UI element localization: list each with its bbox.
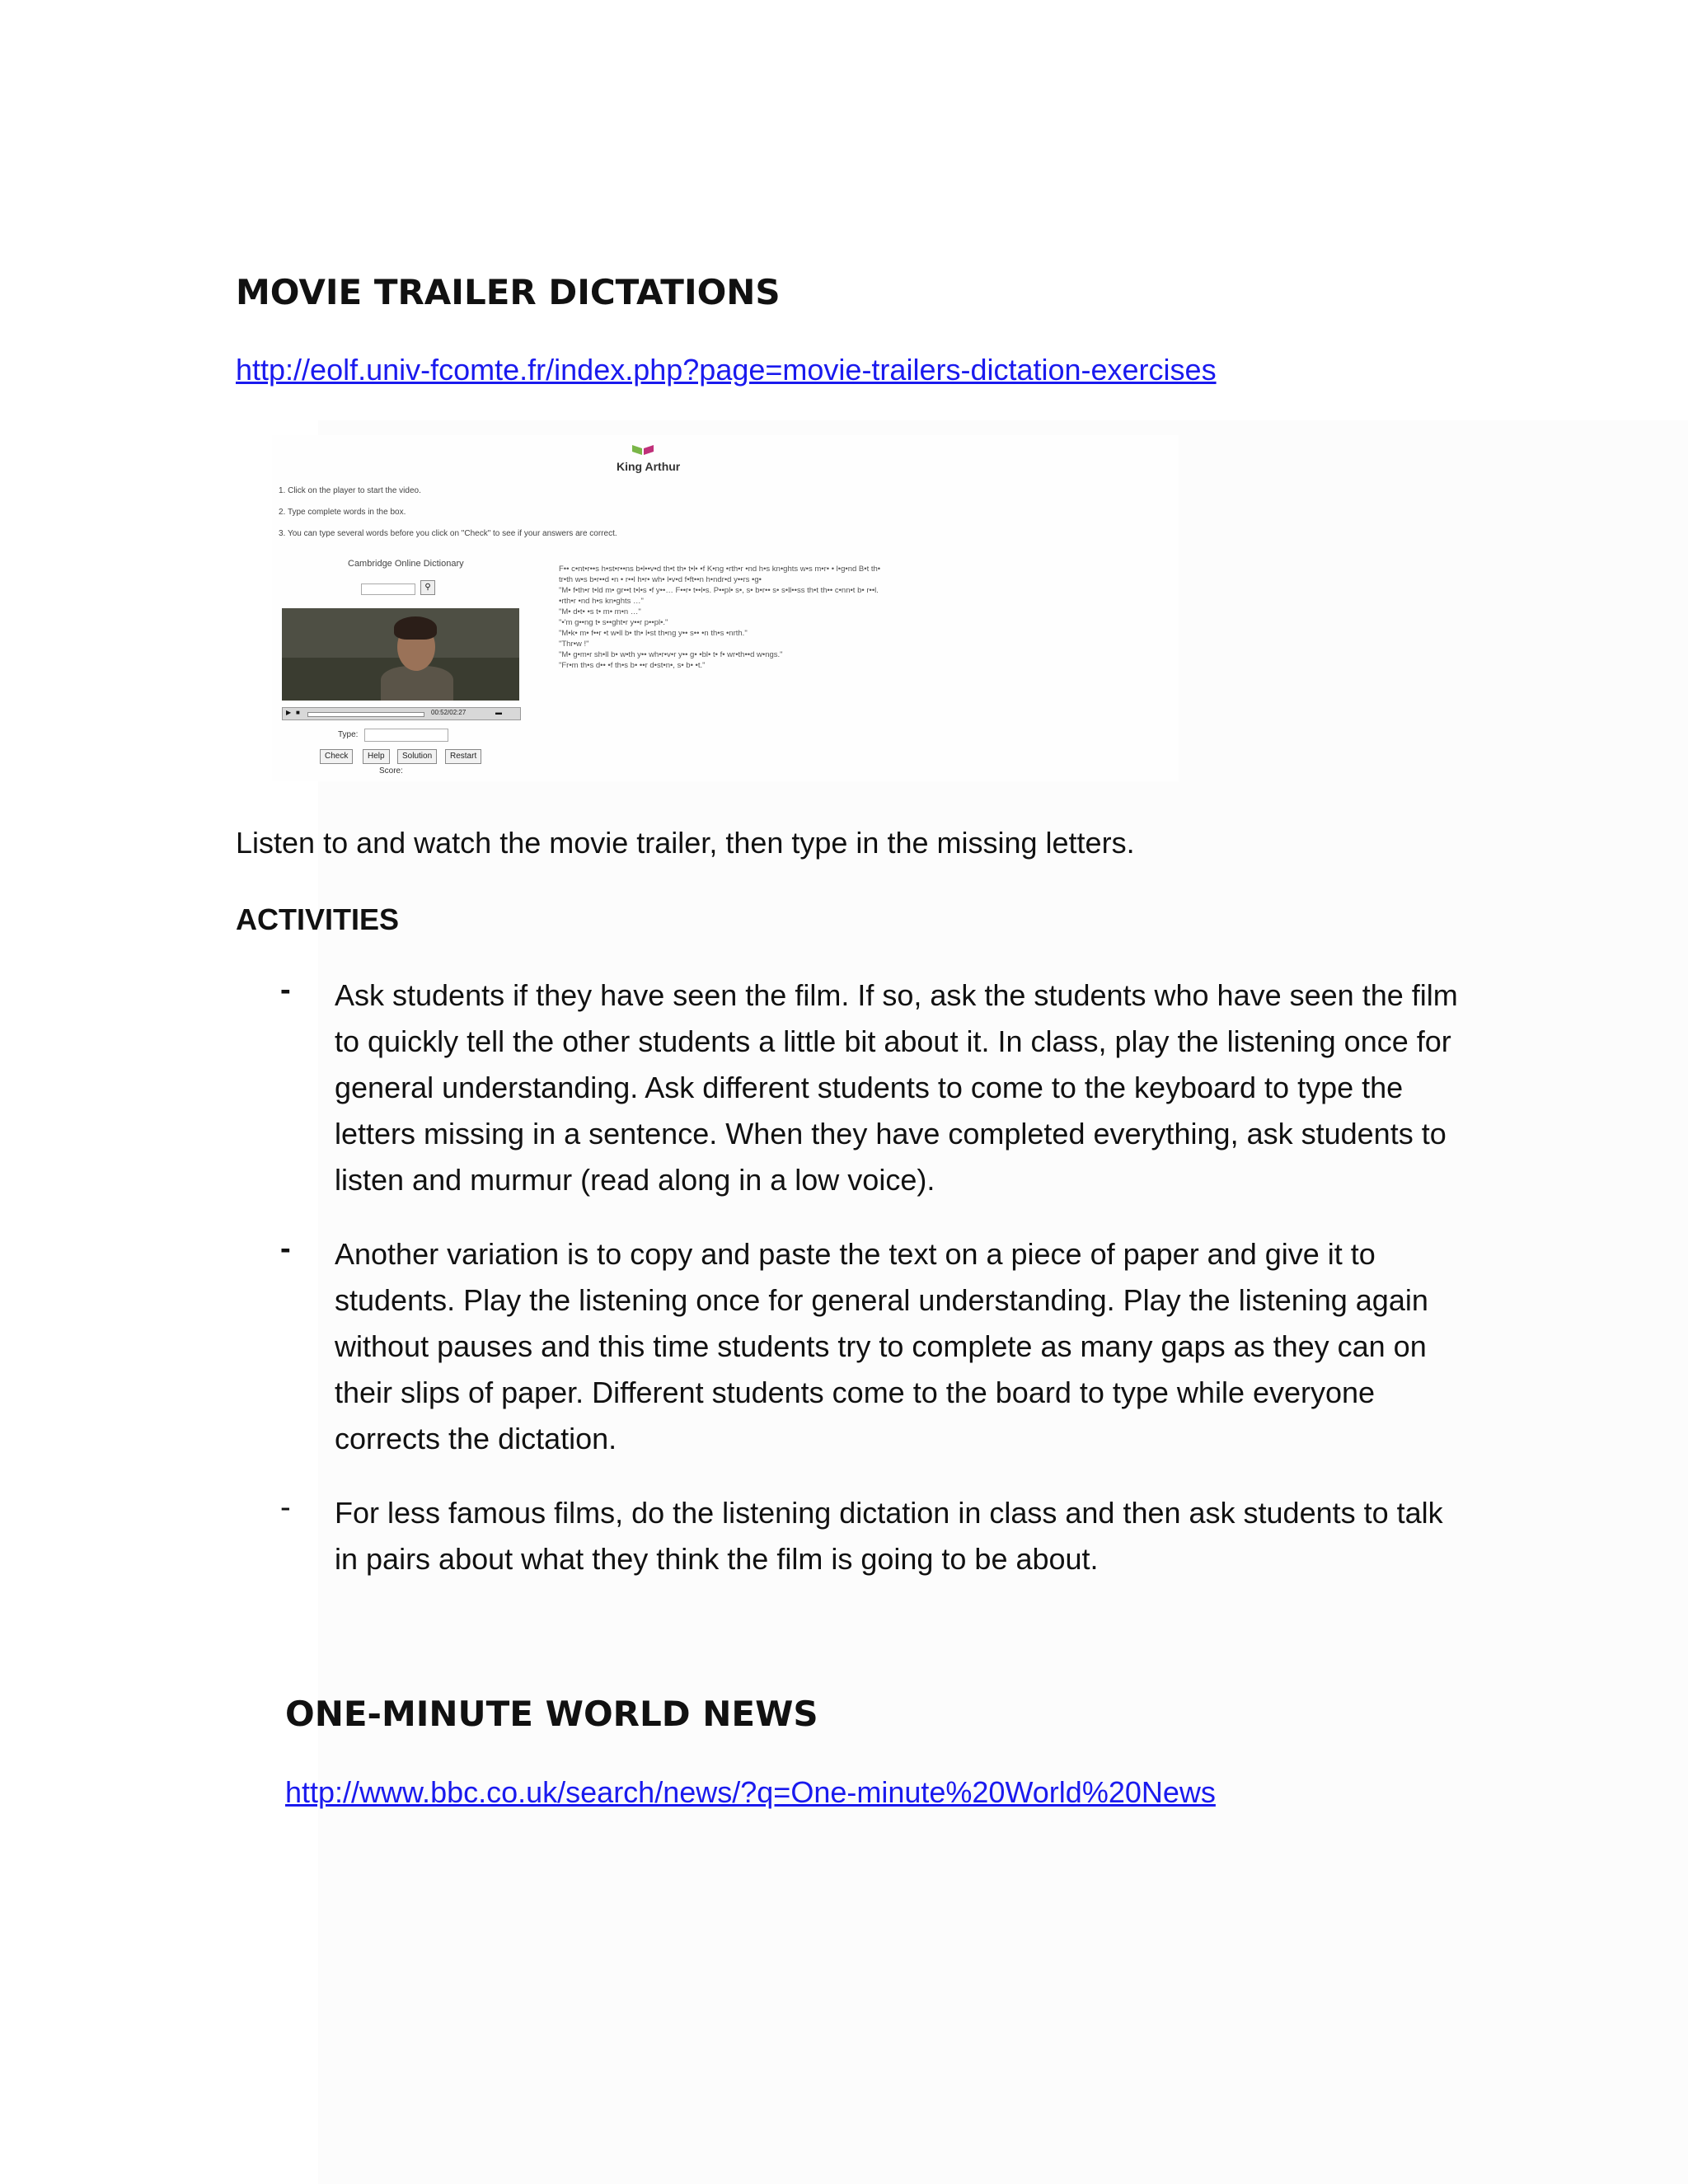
- video-player[interactable]: [282, 608, 519, 701]
- list-item: [280, 1231, 1467, 1462]
- play-icon[interactable]: ▶: [286, 709, 292, 716]
- list-item: [280, 1490, 1467, 1582]
- section-title: ONE-MINUTE WORLD NEWS: [285, 1694, 818, 1734]
- exercise-title: King Arthur: [617, 460, 681, 473]
- instruction-2: 2. Type complete words in the box.: [279, 508, 406, 517]
- bullet-dash: -: [280, 1490, 291, 1525]
- dictation-line: "Thr•w !": [559, 640, 589, 649]
- bbc-news-link[interactable]: http://www.bbc.co.uk/search/news/?q=One-minute%20World%20News: [285, 1775, 1216, 1809]
- dictation-line: tr•th w•s b•r••d •n • r••l h•r• wh• l•v•d f•ft••n h•ndr•d y••rs •g•: [559, 575, 762, 584]
- eolf-link[interactable]: http://eolf.univ-fcomte.fr/index.php?page=movie-trailers-dictation-exercises: [236, 353, 1217, 387]
- list-item-text: Ask students if they have seen the film. If so, ask the students who have seen the film to quickly tell the other students a little bit about it. In class, play the listening once for general understanding. Ask different students to come to the keyboard to type the letters missing in a sentence. When they have completed everything, ask students to listen and murmur (read along in a low voice).: [335, 978, 1458, 1197]
- book-logo-icon: [631, 443, 655, 455]
- dictionary-label: Cambridge Online Dictionary: [348, 559, 464, 569]
- type-label: Type:: [338, 730, 359, 739]
- dictionary-search-input[interactable]: [361, 583, 415, 595]
- page-title: MOVIE TRAILER DICTATIONS: [236, 272, 781, 312]
- dictation-line: "M• d•t• •s t• m• m•n …": [559, 607, 641, 616]
- score-label: Score:: [379, 766, 403, 776]
- video-progress-bar[interactable]: [307, 712, 424, 717]
- instruction-1: 1. Click on the player to start the video.: [279, 486, 421, 495]
- activities-list: [280, 972, 1467, 1610]
- restart-button[interactable]: Restart: [445, 749, 481, 764]
- dictation-line: "M• f•th•r t•ld m• gr••t t•l•s •f y••… F••r• t••l•s. P••pl• s•, s• b•r•• s• s•ll••ss th•t th•• c•nn•t b• r••l.: [559, 586, 879, 595]
- help-button[interactable]: Help: [363, 749, 390, 764]
- intro-paragraph: Listen to and watch the movie trailer, then type in the missing letters.: [236, 826, 1135, 860]
- instruction-3: 3. You can type several words before you click on "Check" to see if your answers are correct.: [279, 529, 617, 538]
- bullet-dash: -: [280, 1231, 291, 1266]
- video-figure-body: [381, 666, 453, 701]
- dictation-line: "M• g•m•r sh•ll b• w•th y•• wh•r•v•r y•• g• •bl• t• f• wr•th••d w•ngs.": [559, 650, 783, 659]
- movie-trailer-screenshot: [272, 435, 1179, 781]
- list-item-text: For less famous films, do the listening dictation in class and then ask students to talk in pairs about what they think the film is going to be about.: [335, 1496, 1443, 1576]
- video-controls[interactable]: [282, 707, 521, 720]
- volume-icon[interactable]: ▬: [495, 709, 502, 716]
- video-time: 00:52/02:27: [431, 709, 467, 716]
- dictation-line: "M•k• m• f••r •t w•ll b• th• l•st th•ng y•• s•• •n th•s •nrth.": [559, 629, 748, 638]
- dictation-text: [559, 564, 1004, 671]
- video-figure-hair: [394, 616, 437, 640]
- list-item: [280, 972, 1467, 1203]
- dictionary-search-button[interactable]: ⚲: [420, 580, 435, 595]
- dictation-line: "•'m g••ng t• s••ght•r y••r p••pl•.": [559, 618, 668, 627]
- dictation-line: "Fr•m th•s d•• •f th•s b• ••r d•st•n•, s• b• •t.": [559, 661, 706, 670]
- list-item-text: Another variation is to copy and paste the text on a piece of paper and give it to students. Play the listening once for general understanding. Play the listening again without pauses and this time students try to complete as many gaps as they can on their slips of paper. Different students come to the board to type while everyone corrects the dictation.: [335, 1237, 1428, 1455]
- dictation-line: •rth•r •nd h•s kn•ghts …": [559, 597, 644, 606]
- solution-button[interactable]: Solution: [397, 749, 437, 764]
- type-input[interactable]: [364, 729, 448, 742]
- stop-icon[interactable]: ■: [296, 709, 300, 716]
- check-button[interactable]: Check: [320, 749, 353, 764]
- activities-heading: ACTIVITIES: [236, 902, 400, 936]
- bullet-dash: -: [280, 972, 291, 1007]
- dictation-line: F•• c•nt•r••s h•st•r••ns b•l••v•d th•t th• t•l• •f K•ng •rth•r •nd h•s kn•ghts w•s m•r• • l•g•nd B•t th•: [559, 565, 881, 574]
